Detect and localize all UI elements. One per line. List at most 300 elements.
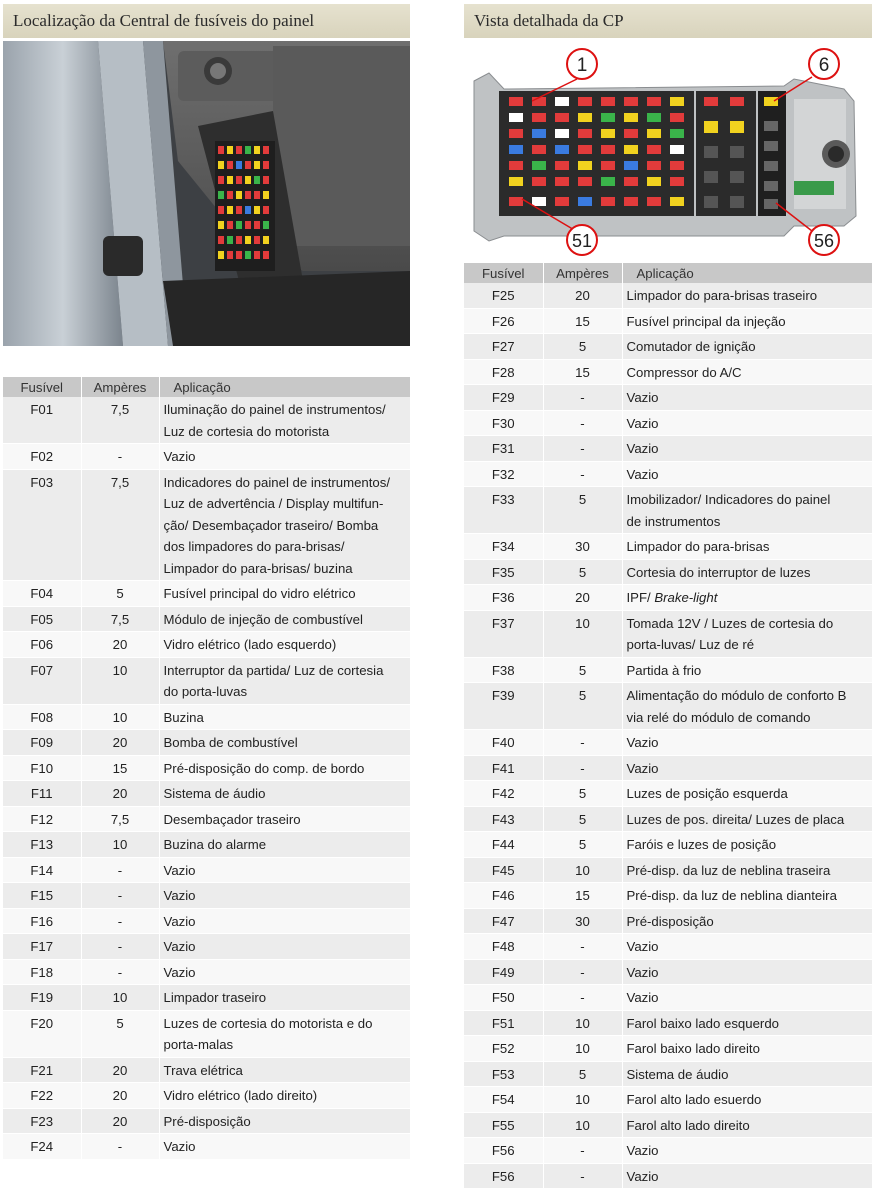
application-cell bbox=[159, 444, 410, 470]
amps-cell: 10 bbox=[81, 832, 159, 858]
amps-cell: 15 bbox=[543, 883, 622, 909]
application-cell bbox=[159, 1010, 410, 1057]
application-cell bbox=[622, 487, 872, 534]
amps-cell: 5 bbox=[543, 781, 622, 807]
application-cell bbox=[622, 534, 872, 560]
application-line: Farol baixo lado direito bbox=[626, 1041, 760, 1056]
svg-text:56: 56 bbox=[813, 231, 835, 251]
application-line: Buzina do alarme bbox=[163, 837, 267, 852]
application-line: Vazio bbox=[163, 862, 196, 878]
table-row bbox=[464, 1138, 872, 1164]
application-line: porta-luvas/ Luz de ré bbox=[626, 637, 755, 652]
table-row bbox=[3, 632, 410, 658]
application-line: Pré-disp. da luz de neblina traseira bbox=[626, 862, 831, 878]
amps-cell: 5 bbox=[81, 1010, 159, 1057]
table-row bbox=[3, 934, 410, 960]
amps-cell: 7,5 bbox=[81, 806, 159, 832]
application-cell bbox=[622, 410, 872, 436]
fuse-id-cell: F02 bbox=[3, 444, 81, 470]
left-section-header: Localização da Central de fusíveis do painel bbox=[3, 4, 410, 38]
fuse-id-cell: F15 bbox=[3, 883, 81, 909]
fuse-id-cell: F47 bbox=[464, 908, 543, 934]
table-row bbox=[3, 469, 410, 581]
fuse-id-cell: F51 bbox=[464, 1010, 543, 1036]
application-cell bbox=[159, 934, 410, 960]
fuse-id-cell: F56 bbox=[464, 1163, 543, 1189]
svg-text:1: 1 bbox=[576, 55, 588, 76]
application-line: Trava elétrica bbox=[163, 1062, 243, 1078]
svg-text:51: 51 bbox=[571, 231, 593, 251]
fuse-id-cell: F23 bbox=[3, 1108, 81, 1134]
fuse-id-cell: F43 bbox=[464, 806, 543, 832]
fuse-id-cell: F19 bbox=[3, 985, 81, 1011]
table-row bbox=[3, 959, 410, 985]
right-section-header: Vista detalhada da CP bbox=[464, 4, 872, 38]
application-cell bbox=[622, 657, 872, 683]
amps-cell: 10 bbox=[543, 1036, 622, 1062]
table-row bbox=[464, 832, 872, 858]
amps-cell: 5 bbox=[543, 487, 622, 534]
application-cell bbox=[159, 1134, 410, 1160]
fuse-id-cell: F42 bbox=[464, 781, 543, 807]
amps-cell: 20 bbox=[543, 585, 622, 611]
table-row bbox=[3, 1057, 410, 1083]
application-line: Vazio bbox=[626, 390, 659, 405]
table-row bbox=[464, 308, 872, 334]
application-line: Farol baixo lado esquerdo bbox=[626, 1015, 779, 1031]
application-cell bbox=[159, 1108, 410, 1134]
fuse-id-cell: F48 bbox=[464, 934, 543, 960]
amps-cell: 20 bbox=[81, 1083, 159, 1109]
table-row bbox=[464, 1061, 872, 1087]
table-header bbox=[464, 263, 872, 283]
application-cell bbox=[159, 469, 410, 581]
application-line: Buzina bbox=[163, 709, 204, 725]
fuse-id-cell: F18 bbox=[3, 959, 81, 985]
table-row bbox=[464, 461, 872, 487]
fuse-id-cell: F37 bbox=[464, 610, 543, 657]
application-line: de instrumentos bbox=[626, 513, 721, 529]
table-row bbox=[3, 832, 410, 858]
application-line: Vazio bbox=[163, 1139, 196, 1154]
application-line: Limpador do para-brisas/ buzina bbox=[163, 560, 353, 576]
application-line: Pré-disposição bbox=[626, 913, 714, 929]
application-line: Pré-disp. da luz de neblina dianteira bbox=[626, 888, 837, 903]
table-header bbox=[3, 377, 410, 397]
application-line: Vidro elétrico (lado esquerdo) bbox=[163, 637, 337, 652]
fuse-id-cell: F34 bbox=[464, 534, 543, 560]
table-row bbox=[3, 657, 410, 704]
fuse-box-detail-diagram bbox=[464, 41, 872, 265]
application-line: Vazio bbox=[163, 939, 196, 954]
amps-cell: - bbox=[543, 1163, 622, 1189]
application-line: Imobilizador/ Indicadores do painel bbox=[626, 492, 831, 507]
application-cell bbox=[622, 806, 872, 832]
table-row bbox=[464, 410, 872, 436]
fuse-id-cell: F31 bbox=[464, 436, 543, 462]
table-row bbox=[464, 755, 872, 781]
amps-cell: - bbox=[81, 1134, 159, 1160]
table-row bbox=[3, 1134, 410, 1160]
amps-cell: 15 bbox=[81, 755, 159, 781]
application-cell bbox=[622, 883, 872, 909]
application-line: Farol alto lado esuerdo bbox=[626, 1092, 762, 1107]
application-cell bbox=[159, 755, 410, 781]
application-cell bbox=[622, 1087, 872, 1113]
application-line: Desembaçador traseiro bbox=[163, 811, 301, 827]
application-cell bbox=[622, 1163, 872, 1189]
application-cell bbox=[622, 436, 872, 462]
application-line: Limpador do para-brisas bbox=[626, 539, 770, 554]
table-row bbox=[3, 1010, 410, 1057]
table-row bbox=[3, 1083, 410, 1109]
fuse-id-cell: F28 bbox=[464, 359, 543, 385]
fuse-id-cell: F35 bbox=[464, 559, 543, 585]
fuse-id-cell: F30 bbox=[464, 410, 543, 436]
fuse-id-cell: F39 bbox=[464, 683, 543, 730]
table-row bbox=[3, 806, 410, 832]
fuse-id-cell: F11 bbox=[3, 781, 81, 807]
application-cell bbox=[622, 385, 872, 411]
amps-cell: 5 bbox=[543, 1061, 622, 1087]
application-cell bbox=[622, 730, 872, 756]
table-row bbox=[464, 385, 872, 411]
amps-cell: - bbox=[81, 883, 159, 909]
fuse-id-cell: F55 bbox=[464, 1112, 543, 1138]
application-line: Limpador do para-brisas traseiro bbox=[626, 288, 818, 303]
application-line: Indicadores do painel de instrumentos/ bbox=[163, 474, 391, 490]
application-cell bbox=[622, 683, 872, 730]
application-line: Interruptor da partida/ Luz de cortesia bbox=[163, 662, 384, 678]
table-row bbox=[464, 1163, 872, 1189]
callout-51 bbox=[567, 225, 597, 255]
fuse-id-cell: F12 bbox=[3, 806, 81, 832]
column-header-application: Aplicação bbox=[622, 263, 872, 283]
amps-cell: - bbox=[81, 444, 159, 470]
amps-cell: - bbox=[81, 934, 159, 960]
table-row bbox=[464, 1036, 872, 1062]
application-cell bbox=[622, 559, 872, 585]
callout-6 bbox=[809, 49, 839, 79]
application-line: Vazio bbox=[163, 888, 196, 903]
application-cell bbox=[622, 308, 872, 334]
amps-cell: 5 bbox=[543, 657, 622, 683]
table-row bbox=[3, 857, 410, 883]
fuse-id-cell: F33 bbox=[464, 487, 543, 534]
fuse-id-cell: F41 bbox=[464, 755, 543, 781]
fuse-id-cell: F06 bbox=[3, 632, 81, 658]
application-line: Iluminação do painel de instrumentos/ bbox=[163, 402, 386, 417]
left-table-body bbox=[3, 397, 410, 1159]
table-row bbox=[464, 359, 872, 385]
amps-cell: - bbox=[543, 985, 622, 1011]
fuse-id-cell: F05 bbox=[3, 606, 81, 632]
application-cell bbox=[622, 359, 872, 385]
amps-cell: 5 bbox=[543, 806, 622, 832]
application-line: Sistema de áudio bbox=[626, 1066, 729, 1082]
table-row bbox=[464, 559, 872, 585]
italic-text: Brake-light bbox=[654, 590, 718, 605]
amps-cell: 10 bbox=[543, 1010, 622, 1036]
application-cell bbox=[159, 581, 410, 607]
application-line: Vazio bbox=[163, 964, 196, 980]
amps-cell: 10 bbox=[543, 610, 622, 657]
fuse-id-cell: F46 bbox=[464, 883, 543, 909]
amps-cell: 20 bbox=[81, 781, 159, 807]
fuse-id-cell: F27 bbox=[464, 334, 543, 360]
column-header-amps: Ampères bbox=[543, 263, 622, 283]
application-line: Vazio bbox=[626, 760, 659, 776]
fuse-id-cell: F21 bbox=[3, 1057, 81, 1083]
table-row bbox=[3, 781, 410, 807]
application-line: Vazio bbox=[163, 913, 196, 929]
table-row bbox=[464, 908, 872, 934]
application-cell bbox=[622, 959, 872, 985]
application-cell bbox=[622, 985, 872, 1011]
application-line: Partida à frio bbox=[626, 662, 702, 678]
fuse-id-cell: F40 bbox=[464, 730, 543, 756]
table-row bbox=[464, 534, 872, 560]
table-row bbox=[3, 606, 410, 632]
column-header-application: Aplicação bbox=[159, 377, 410, 397]
fuse-id-cell: F49 bbox=[464, 959, 543, 985]
application-line: Luz de advertência / Display multifun- bbox=[163, 496, 384, 511]
table-row bbox=[464, 806, 872, 832]
application-cell bbox=[622, 1138, 872, 1164]
column-header-fuse: Fusível bbox=[3, 377, 81, 397]
fuse-id-cell: F20 bbox=[3, 1010, 81, 1057]
amps-cell: - bbox=[543, 730, 622, 756]
application-cell bbox=[159, 730, 410, 756]
application-line: Limpador traseiro bbox=[163, 990, 267, 1005]
application-cell bbox=[622, 857, 872, 883]
application-line: Vazio bbox=[626, 1168, 659, 1184]
application-line: Vazio bbox=[626, 466, 659, 482]
application-line: Pré-disposição do comp. de bordo bbox=[163, 760, 365, 776]
amps-cell: 10 bbox=[543, 1112, 622, 1138]
table-row bbox=[3, 1108, 410, 1134]
application-cell bbox=[159, 985, 410, 1011]
table-row bbox=[464, 334, 872, 360]
fuse-id-cell: F17 bbox=[3, 934, 81, 960]
application-line: Fusível principal da injeção bbox=[626, 313, 786, 329]
fuse-id-cell: F54 bbox=[464, 1087, 543, 1113]
table-row bbox=[464, 283, 872, 308]
table-row bbox=[3, 444, 410, 470]
fuse-id-cell: F09 bbox=[3, 730, 81, 756]
amps-cell: - bbox=[543, 755, 622, 781]
application-cell bbox=[159, 908, 410, 934]
amps-cell: 5 bbox=[543, 683, 622, 730]
application-line: Sistema de áudio bbox=[163, 786, 266, 801]
table-row bbox=[464, 683, 872, 730]
amps-cell: 15 bbox=[543, 308, 622, 334]
table-row bbox=[464, 857, 872, 883]
fuse-id-cell: F08 bbox=[3, 704, 81, 730]
table-row bbox=[3, 397, 410, 444]
fuse-id-cell: F45 bbox=[464, 857, 543, 883]
amps-cell: - bbox=[543, 959, 622, 985]
table-row bbox=[464, 610, 872, 657]
callout-1 bbox=[567, 49, 597, 79]
application-line: Fusível principal do vidro elétrico bbox=[163, 586, 356, 601]
application-line: Vazio bbox=[626, 939, 659, 954]
application-line: Vazio bbox=[163, 449, 196, 464]
table-row bbox=[3, 730, 410, 756]
svg-text:6: 6 bbox=[818, 55, 830, 76]
amps-cell: 7,5 bbox=[81, 469, 159, 581]
fuse-id-cell: F04 bbox=[3, 581, 81, 607]
photo-fuse-grid bbox=[215, 141, 275, 271]
fuse-box-location-photo bbox=[3, 41, 410, 346]
table-row bbox=[464, 585, 872, 611]
application-cell bbox=[159, 857, 410, 883]
application-line: Luzes de posição esquerda bbox=[626, 786, 788, 801]
right-table-body bbox=[464, 283, 872, 1189]
application-line: Faróis e luzes de posição bbox=[626, 837, 777, 852]
application-cell bbox=[622, 1036, 872, 1062]
column-header-amps: Ampères bbox=[81, 377, 159, 397]
table-row bbox=[464, 959, 872, 985]
application-cell bbox=[622, 1061, 872, 1087]
application-line: dos limpadores do para-brisas/ bbox=[163, 539, 345, 554]
amps-cell: 10 bbox=[81, 985, 159, 1011]
fuse-id-cell: F38 bbox=[464, 657, 543, 683]
fuse-id-cell: F22 bbox=[3, 1083, 81, 1109]
application-cell bbox=[159, 657, 410, 704]
right-fuse-table bbox=[464, 263, 872, 1189]
amps-cell: 20 bbox=[543, 283, 622, 308]
fuse-id-cell: F44 bbox=[464, 832, 543, 858]
application-cell bbox=[159, 704, 410, 730]
table-row bbox=[464, 1010, 872, 1036]
application-cell bbox=[622, 1112, 872, 1138]
application-line: Luzes de cortesia do motorista e do bbox=[163, 1015, 373, 1031]
application-cell bbox=[622, 283, 872, 308]
fuse-id-cell: F14 bbox=[3, 857, 81, 883]
application-cell bbox=[622, 908, 872, 934]
amps-cell: 10 bbox=[81, 657, 159, 704]
application-line: Vazio bbox=[626, 415, 659, 431]
application-line: Vidro elétrico (lado direito) bbox=[163, 1088, 318, 1103]
fuse-id-cell: F07 bbox=[3, 657, 81, 704]
table-row bbox=[464, 436, 872, 462]
application-cell bbox=[159, 632, 410, 658]
fuse-id-cell: F52 bbox=[464, 1036, 543, 1062]
table-row bbox=[464, 487, 872, 534]
application-line: Farol alto lado direito bbox=[626, 1117, 750, 1133]
fuse-id-cell: F32 bbox=[464, 461, 543, 487]
fuse-id-cell: F25 bbox=[464, 283, 543, 308]
application-line: IPF/ Brake-light bbox=[626, 590, 718, 605]
fuse-id-cell: F01 bbox=[3, 397, 81, 444]
application-cell bbox=[622, 461, 872, 487]
column-header-fuse: Fusível bbox=[464, 263, 543, 283]
application-cell bbox=[159, 606, 410, 632]
fuse-id-cell: F53 bbox=[464, 1061, 543, 1087]
table-row bbox=[3, 908, 410, 934]
application-cell bbox=[622, 781, 872, 807]
table-row bbox=[464, 934, 872, 960]
amps-cell: - bbox=[543, 1138, 622, 1164]
application-cell bbox=[159, 806, 410, 832]
table-row bbox=[464, 1112, 872, 1138]
application-line: Pré-disposição bbox=[163, 1113, 251, 1129]
application-cell bbox=[159, 397, 410, 444]
table-row bbox=[464, 883, 872, 909]
table-row bbox=[464, 985, 872, 1011]
application-line: Vazio bbox=[626, 990, 659, 1005]
application-line: Compressor do A/C bbox=[626, 364, 742, 380]
table-row bbox=[3, 985, 410, 1011]
amps-cell: 20 bbox=[81, 632, 159, 658]
amps-cell: 10 bbox=[543, 1087, 622, 1113]
application-cell bbox=[159, 1083, 410, 1109]
amps-cell: 15 bbox=[543, 359, 622, 385]
amps-cell: 7,5 bbox=[81, 606, 159, 632]
table-row bbox=[3, 883, 410, 909]
application-line: Tomada 12V / Luzes de cortesia do bbox=[626, 615, 834, 631]
application-line: Alimentação do módulo de conforto B bbox=[626, 688, 847, 703]
fuse-id-cell: F13 bbox=[3, 832, 81, 858]
application-cell bbox=[159, 832, 410, 858]
amps-cell: 5 bbox=[543, 559, 622, 585]
application-line: Módulo de injeção de combustível bbox=[163, 611, 363, 627]
application-line: ção/ Desembaçador traseiro/ Bomba bbox=[163, 517, 379, 533]
application-line: Vazio bbox=[626, 441, 659, 456]
fuse-id-cell: F56 bbox=[464, 1138, 543, 1164]
amps-cell: - bbox=[81, 959, 159, 985]
table-row bbox=[464, 730, 872, 756]
application-line: Luz de cortesia do motorista bbox=[163, 423, 330, 439]
amps-cell: - bbox=[543, 461, 622, 487]
application-cell bbox=[159, 883, 410, 909]
application-line: Vazio bbox=[626, 1143, 659, 1158]
amps-cell: 10 bbox=[543, 857, 622, 883]
application-line: do porta-luvas bbox=[163, 684, 248, 699]
application-line: Cortesia do interruptor de luzes bbox=[626, 564, 811, 580]
application-line: Bomba de combustível bbox=[163, 735, 298, 750]
application-cell bbox=[622, 585, 872, 611]
application-line: Vazio bbox=[626, 964, 659, 980]
application-cell bbox=[622, 334, 872, 360]
callout-56 bbox=[809, 225, 839, 255]
application-line: porta-malas bbox=[163, 1037, 234, 1052]
amps-cell: 20 bbox=[81, 1108, 159, 1134]
application-cell bbox=[622, 934, 872, 960]
amps-cell: 7,5 bbox=[81, 397, 159, 444]
amps-cell: 30 bbox=[543, 534, 622, 560]
application-cell bbox=[159, 781, 410, 807]
fuse-id-cell: F24 bbox=[3, 1134, 81, 1160]
fuse-id-cell: F10 bbox=[3, 755, 81, 781]
application-line: Luzes de pos. direita/ Luzes de placa bbox=[626, 811, 845, 827]
table-row bbox=[464, 1087, 872, 1113]
amps-cell: 20 bbox=[81, 730, 159, 756]
application-cell bbox=[622, 832, 872, 858]
amps-cell: - bbox=[543, 436, 622, 462]
table-row bbox=[464, 781, 872, 807]
amps-cell: 30 bbox=[543, 908, 622, 934]
left-fuse-table bbox=[3, 377, 410, 1160]
table-row bbox=[3, 755, 410, 781]
application-cell bbox=[622, 1010, 872, 1036]
table-row bbox=[3, 704, 410, 730]
application-line: via relé do módulo de comando bbox=[626, 709, 811, 725]
application-cell bbox=[159, 1057, 410, 1083]
fuse-id-cell: F03 bbox=[3, 469, 81, 581]
application-line: Comutador de ignição bbox=[626, 339, 756, 354]
